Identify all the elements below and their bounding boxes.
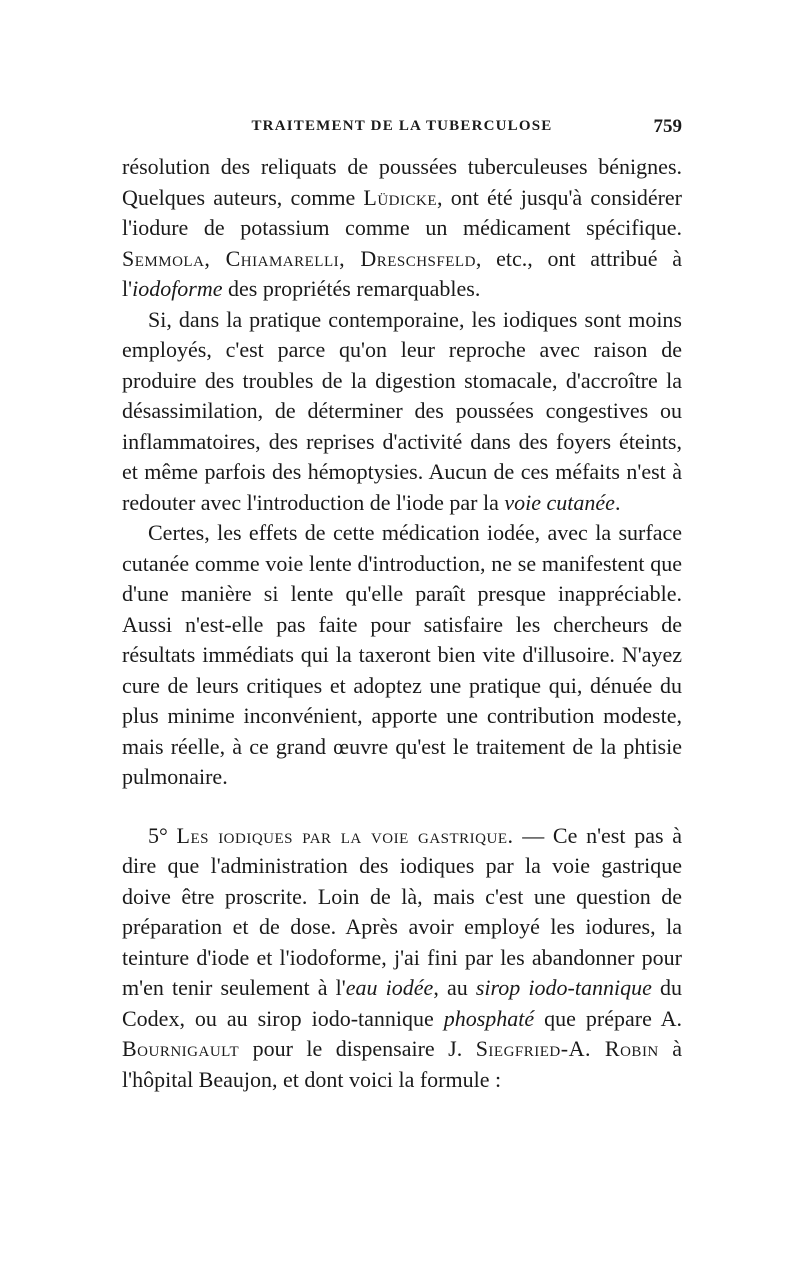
text-run: , ont été jusqu'à considérer l'iodure de potassium comme un médicament spécifique.	[122, 184, 682, 240]
person-name: Bournigault	[122, 1036, 240, 1061]
text-run: — Ce n'est pas à dire que l'administration des iodiques par la voie gastrique doive être proscrite. Loin de là, mais c'est une question de préparation et de dose. Après avoir employé les iodures, la teinture d'iode et l'iodoforme, j'ai fini par les abandonner pour m'en tenir seulement à l'	[122, 822, 683, 1000]
text-run: Si, dans la pratique contemporaine, les iodiques sont moins employés, c'est parce qu'on leur reproche avec raison de produire des troubles de la digestion stomacale, d'accroître la désassimilation, de déterminer des poussées congestives ou inflammatoires, des reprises d'activité dans des foyers éteints, et même parfois des hémoptysies. Aucun de ces méfaits n'est à redouter avec l'introduction de l'iode par la	[122, 306, 682, 515]
text-run: à l'hôpital Beaujon, et dont voici la formule :	[122, 1036, 683, 1092]
italic-term: phosphaté	[443, 1005, 535, 1031]
text-run: résolution des reliquats de poussées tuberculeuses bénignes. Quelques auteurs, comme	[122, 154, 682, 210]
paragraph-continuation	[122, 152, 682, 305]
text-run: , etc., ont attribué à l'	[122, 245, 682, 301]
page-number: 759	[653, 116, 682, 137]
italic-term: iodoforme	[132, 276, 223, 301]
section-number: 5°	[148, 822, 168, 848]
person-name: Siegfried-A. Robin	[475, 1036, 659, 1061]
text-run: , au	[433, 975, 476, 1000]
page-header	[122, 118, 682, 142]
section-gap	[122, 793, 682, 821]
author-name: Lüdicke	[363, 184, 438, 210]
body-text	[122, 152, 682, 1095]
section-paragraph	[122, 821, 682, 1096]
running-head: TRAITEMENT DE LA TUBERCULOSE	[251, 118, 553, 134]
text-run: des propriétés remarquables.	[222, 276, 481, 301]
italic-term: sirop iodo-tannique	[475, 975, 652, 1000]
paragraph	[122, 305, 682, 519]
author-names: Semmola, Chiamarelli, Dreschsfeld	[122, 245, 476, 271]
text-run: du Codex, ou au sirop iodo-tannique	[122, 975, 682, 1031]
italic-term: eau iodée	[345, 975, 434, 1000]
paragraph: Certes, les effets de cette médication iodée, avec la surface cutanée comme voie lente d'introduction, ne se manifestent que d'une manière si lente qu'elle paraît presque inappréciable. Aussi n'est-elle pas faite pour satisfaire les chercheurs de résultats immédiats qui la taxeront bien vite d'illusoire. N'ayez cure de leurs critiques et adoptez une pratique qui, dénuée du plus minime inconvénient, apporte une contribution modeste, mais réelle, à ce grand œuvre qu'est le traitement de la phtisie pulmonaire.	[122, 520, 682, 789]
text-run: que prépare A.	[534, 1005, 682, 1031]
italic-term: voie cutanée	[504, 489, 615, 515]
text-run: pour le dispensaire J.	[239, 1036, 476, 1061]
text-run: .	[614, 489, 621, 515]
section-heading: Les iodiques par la voie gastrique.	[176, 822, 514, 848]
